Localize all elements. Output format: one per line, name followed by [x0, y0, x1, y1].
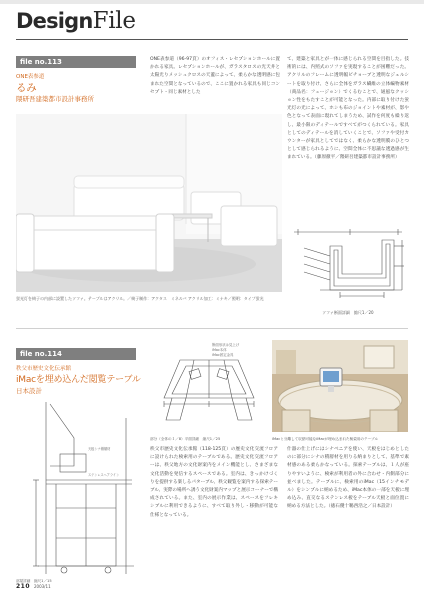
- table-photo-caption: iMacと分離して収納可能なiMacが埋め込まれた検索用のテーブル: [272, 437, 379, 441]
- section-divider: [16, 328, 408, 329]
- section1-header: [16, 56, 136, 103]
- file-number-tag: file no.113: [16, 56, 136, 68]
- sofa-section-drawing: [290, 226, 408, 306]
- section-label-4: ステンレスヘアライン: [88, 473, 120, 477]
- section2-subtitle: 秩父市歴史文化伝承館: [16, 366, 72, 372]
- issue-date: 2003/11: [34, 584, 51, 589]
- design-file-logo: DesignFile: [16, 8, 136, 34]
- file-number-tag: file no.114: [16, 348, 136, 360]
- table-photo: [272, 340, 408, 432]
- section1-subtitle: ONE表参道: [16, 74, 45, 80]
- section2-text-col2: 什器の仕上げにはシナベニアを使い、天板をはじめとしたのに部分にシナの積層材を用りる納まりとして、基準で素材感のある柔らかなっている。探索テーブルは、１人が座りやすいように、検索が利用者の外に合わせ・内側部分に並べました。テーブルに、検索用のiMac（15インチモデル）をシンプルに納めるため、iMac本体の一部を天板に埋め込み、直交なるステンレス板をテーブル天板と面位置に納める方法とした。（徳石優十鵜西浩之／日本設計）: [287, 447, 409, 510]
- table-section-drawing: [16, 398, 142, 578]
- section-label-3: 天板シナ積層材: [88, 447, 111, 451]
- section2-text-col1: 秩父市歴史文化伝承館（118-125頁）の歴史文化交流フロアに設けられた検索用のテーブルである。歴史文化交流フロアーは、秩父地方の文化財案内をメイン機能とし、さまざまな文化活動を発信するスペースである。室内は、きっかけづくりを提供する楽しるパターブル、秩父観覧を案内する探索テーブル、実際の場所へ誘う文化財案内マップと展示コーナーで構成されている。また、室内の展示作業は、スペースをフレキシブルに利用できるように、すべて取り外し・移動が可能な仕様となっている。: [150, 447, 278, 518]
- plan-drawing-caption: 部分（全体の１／8）平面詳細 縮尺1／25: [150, 437, 221, 441]
- section-drawing-caption: 部屋詳細 縮尺1／15: [16, 579, 52, 583]
- section2-organization: 日本設計: [16, 387, 42, 395]
- furniture-photo: [16, 114, 282, 292]
- table-plan-drawing: [150, 340, 268, 432]
- imac-table-illustration: [272, 340, 408, 432]
- section1-text-col2: て、建築と家具とが一体に感じられる空間を目指した。技術的には、内照式のソファを実現することが困難だった。アクリルのフレームに透明幅ビチョーブと透明なジェルシートを取り付け、さらに全体をガラス繊維の立体編物素材（商品名：フュージョン）でくるむことで、通風なクッション性をもたすことが可能となった。内部に取り付けた蛍光灯の光によって、ホシも布のジョイントや素材が、影や色となって表面に現れてしまうため、試作を何度も繰り返し、最小限のディテールですべてがつくられている。家具としてのディテールを消していくことで、ソファや受付カウンターが家具としてではなく、柔らかな透明膜のひとつとして感じられるように、空間全体に不思議な透過感が生まれている。（藤原徹平／隈研吾建築都市設計事務所）: [287, 57, 409, 161]
- section1-organization: 隈研吾建築都市設計事務所: [16, 95, 94, 103]
- plan-label-2: iMac固定金具: [212, 353, 234, 357]
- section1-title: るみ: [16, 82, 37, 94]
- page-number: 210: [16, 583, 31, 590]
- plan-label-1: iMac本体: [212, 348, 227, 352]
- logo-rule: [16, 39, 408, 40]
- header-rule: [0, 0, 424, 4]
- section1-text-col1: ONE表参道（96-97頁）のオフィス・レセプションホールに置かれる家具。レセプションホールが、ガラスタロスの光天井と太陽光りメッシュクロスの天蓋によって、柔らかな透明感に包まれた空間となっているので、ここに置かれる家具も同じコンセプト・同じ素材とした: [150, 57, 280, 95]
- section2-title: iMacを埋め込んだ閲覧テーブル: [16, 375, 141, 385]
- glowing-sofa-illustration: [16, 114, 282, 292]
- plan-label-0: 断面形状は見上げ: [212, 343, 240, 347]
- section2-header: [16, 348, 156, 395]
- section1-drawing-caption: ソファ断面詳細 縮尺1／20: [322, 310, 374, 315]
- section1-photo-caption: 蛍光灯を椅子の内部に設置したソファ。テーブルはアクリル。／椅子制作：アクタス ミネルバ アクリル加工：ミナキ／照明：タイプ蛍光: [16, 296, 264, 301]
